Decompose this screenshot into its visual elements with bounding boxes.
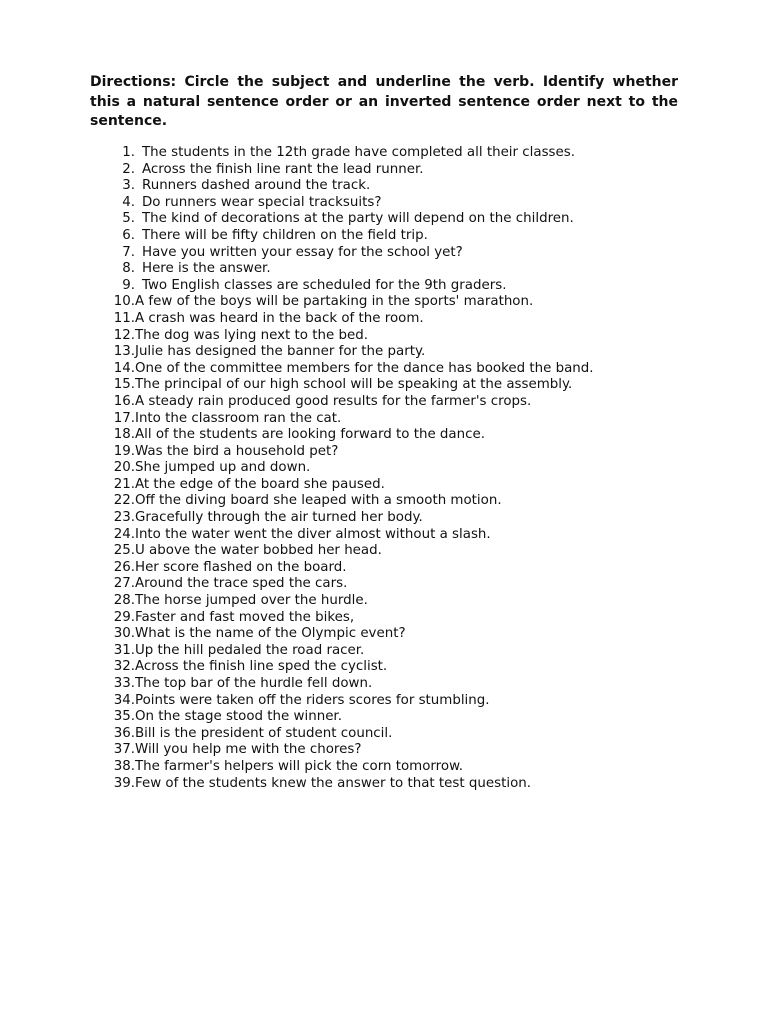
question-text: Faster and fast moved the bikes, (135, 609, 355, 625)
question-number: 36. (113, 725, 135, 741)
question-item (0, 278, 594, 295)
question-text: Off the diving board she leaped with a smooth motion. (135, 493, 502, 509)
question-number: 6. (122, 227, 135, 243)
question-text: Her score flashed on the board. (135, 559, 347, 575)
question-text: Across the finish line rant the lead runner. (142, 161, 424, 177)
question-text: She jumped up and down. (135, 460, 311, 476)
question-text: The dog was lying next to the bed. (135, 327, 368, 343)
question-text: All of the students are looking forward to the dance. (135, 427, 485, 443)
question-item (0, 344, 594, 361)
question-item (0, 493, 594, 510)
question-number: 18. (113, 427, 135, 443)
directions-text: Directions: Circle the subject and underline the verb. Identify whether this a natural sentence order or an inverted sentence order next to the sentence. (90, 74, 678, 129)
question-number: 28. (113, 593, 135, 609)
question-number: 22. (113, 493, 135, 509)
question-text: Will you help me with the chores? (135, 742, 362, 758)
question-item (0, 328, 594, 345)
question-text: U above the water bobbed her head. (135, 543, 382, 559)
question-text: The horse jumped over the hurdle. (135, 593, 368, 609)
question-item (0, 394, 594, 411)
question-number: 31. (113, 642, 135, 658)
question-item (0, 145, 594, 162)
question-number: 38. (113, 758, 135, 774)
question-item (0, 228, 594, 245)
question-number: 29. (113, 609, 135, 625)
question-text: Into the classroom ran the cat. (135, 410, 342, 426)
question-item (0, 178, 594, 195)
question-text: What is the name of the Olympic event? (135, 626, 406, 642)
question-item (0, 659, 594, 676)
question-number: 2. (122, 161, 135, 177)
question-item (0, 261, 594, 278)
question-number: 27. (113, 576, 135, 592)
question-number: 32. (113, 659, 135, 675)
question-item (0, 444, 594, 461)
question-item (0, 610, 594, 627)
question-number: 15. (113, 377, 135, 393)
question-text: Few of the students knew the answer to that test question. (135, 775, 532, 791)
question-text: Bill is the president of student council. (135, 725, 393, 741)
question-text: The kind of decorations at the party will depend on the children. (142, 211, 574, 227)
question-text: A crash was heard in the back of the room. (135, 310, 424, 326)
question-item (0, 560, 594, 577)
question-text: Two English classes are scheduled for the 9th graders. (142, 277, 507, 293)
question-number: 37. (113, 742, 135, 758)
question-item (0, 294, 594, 311)
question-number: 14. (113, 360, 135, 376)
question-text: Here is the answer. (142, 261, 271, 277)
question-number: 16. (113, 393, 135, 409)
question-list (0, 145, 594, 792)
question-number: 1. (122, 145, 135, 160)
question-text: Julie has designed the banner for the party. (135, 344, 426, 360)
question-number: 13. (113, 344, 135, 360)
question-text: Points were taken off the riders scores for stumbling. (135, 692, 490, 708)
question-number: 33. (113, 676, 135, 691)
question-item (0, 742, 594, 759)
question-text: At the edge of the board she paused. (135, 476, 385, 492)
question-item (0, 676, 594, 693)
question-text: On the stage stood the winner. (135, 709, 342, 725)
question-item (0, 195, 594, 212)
question-text: Do runners wear special tracksuits? (142, 194, 382, 210)
question-text: Gracefully through the air turned her body. (135, 510, 423, 526)
question-text: Into the water went the diver almost without a slash. (135, 526, 491, 542)
question-text: There will be fifty children on the field trip. (142, 227, 428, 243)
question-text: Up the hill pedaled the road racer. (135, 642, 365, 658)
question-text: A few of the boys will be partaking in the sports' marathon. (135, 294, 534, 310)
question-number: 39. (113, 775, 135, 791)
question-item (0, 460, 594, 477)
question-number: 5. (122, 211, 135, 227)
question-number: 24. (113, 526, 135, 542)
question-text: The farmer's helpers will pick the corn tomorrow. (135, 758, 464, 774)
question-text: The students in the 12th grade have completed all their classes. (142, 145, 576, 160)
question-number: 19. (113, 443, 135, 459)
question-item (0, 543, 594, 560)
question-text: The top bar of the hurdle fell down. (135, 676, 373, 691)
question-text: A steady rain produced good results for the farmer's crops. (135, 393, 532, 409)
question-number: 8. (122, 261, 135, 277)
question-item (0, 245, 594, 262)
question-number: 11. (113, 310, 135, 326)
question-number: 9. (122, 277, 135, 293)
question-item (0, 311, 594, 328)
question-item (0, 427, 594, 444)
question-number: 21. (113, 476, 135, 492)
question-item (0, 361, 594, 378)
question-item (0, 693, 594, 710)
question-number: 34. (113, 692, 135, 708)
question-item (0, 377, 594, 394)
question-text: Have you written your essay for the school yet? (142, 244, 463, 260)
question-text: The principal of our high school will be speaking at the assembly. (135, 377, 573, 393)
question-number: 23. (113, 510, 135, 526)
question-number: 4. (122, 194, 135, 210)
question-number: 35. (113, 709, 135, 725)
question-item (0, 211, 594, 228)
question-text: Was the bird a household pet? (135, 443, 339, 459)
question-text: Across the finish line sped the cyclist. (135, 659, 388, 675)
question-item (0, 776, 594, 793)
question-item (0, 411, 594, 428)
question-item (0, 643, 594, 660)
question-number: 17. (113, 410, 135, 426)
question-item (0, 477, 594, 494)
question-number: 20. (113, 460, 135, 476)
question-item (0, 726, 594, 743)
question-number: 10. (113, 294, 135, 310)
question-number: 30. (113, 626, 135, 642)
question-item (0, 510, 594, 527)
question-number: 26. (113, 559, 135, 575)
question-number: 3. (122, 178, 135, 194)
question-number: 25. (113, 543, 135, 559)
question-item (0, 527, 594, 544)
question-item (0, 709, 594, 726)
question-item (0, 759, 594, 776)
question-item (0, 162, 594, 179)
question-number: 7. (122, 244, 135, 260)
question-item (0, 626, 594, 643)
question-number: 12. (113, 327, 135, 343)
question-text: Runners dashed around the track. (142, 178, 371, 194)
question-text: Around the trace sped the cars. (135, 576, 348, 592)
question-item (0, 593, 594, 610)
question-item (0, 576, 594, 593)
question-text: One of the committee members for the dance has booked the band. (135, 360, 594, 376)
